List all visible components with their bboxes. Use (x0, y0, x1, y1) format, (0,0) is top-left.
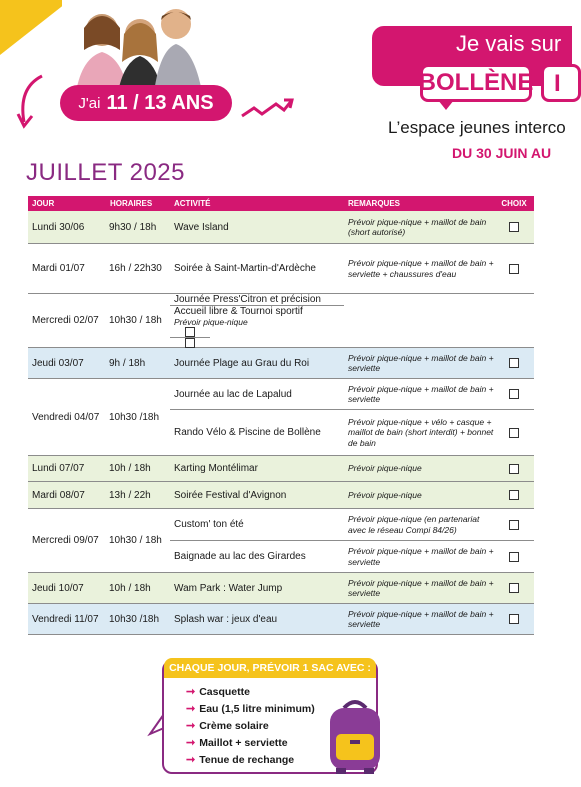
town-badge: BOLLÈNE (420, 64, 532, 102)
table-row (28, 604, 534, 635)
age-prefix: J'ai (78, 94, 101, 112)
row-hours: 9h / 18h (109, 357, 146, 369)
row-hours: 10h30 / 18h (109, 315, 162, 326)
activity-name: Journée au lac de Lapalud (174, 388, 292, 400)
backpack-icon (322, 698, 388, 774)
activity-name: Karting Montélimar (174, 463, 258, 474)
bag-items-list (186, 683, 315, 768)
choice-checkbox[interactable] (185, 338, 195, 348)
bag-item: Maillot + serviette (199, 736, 288, 749)
arrow-right-icon: ➞ (186, 720, 196, 732)
bag-callout-title: CHAQUE JOUR, PRÉVOIR 1 SAC AVEC : (164, 658, 376, 678)
activity-remark: Prévoir pique-nique (en partenariat avec le réseau Compi 84/26) (348, 514, 480, 535)
activity-row (170, 211, 534, 243)
row-hours: 16h / 22h30 (109, 263, 162, 274)
arrow-right-icon: ➞ (186, 754, 196, 766)
activity-remark: Prévoir pique-nique (348, 489, 422, 500)
bag-item: Tenue de rechange (199, 753, 295, 766)
row-hours: 10h30 /18h (109, 613, 160, 625)
activity-row (170, 456, 534, 481)
table-row (28, 211, 534, 244)
table-row (28, 456, 534, 482)
activity-remark: Prévoir pique-nique + maillot de bain + serviette (348, 546, 494, 567)
table-row (28, 348, 534, 379)
schedule-table (28, 196, 534, 635)
table-row (28, 482, 534, 509)
choice-checkbox[interactable] (509, 614, 519, 624)
swirl-arrow-icon (14, 70, 54, 132)
activity-name: Wave Island (174, 221, 229, 233)
activity-row (170, 409, 534, 455)
activity-remark: Prévoir pique-nique + maillot de bain (short autorisé) (348, 216, 487, 237)
activity-name: Accueil libre & Tournoi sportif (170, 305, 344, 317)
subtitle: L’espace jeunes interco (388, 118, 566, 137)
table-row (28, 379, 534, 456)
activity-remark: Prévoir pique-nique + vélo + casque + maillot de bain (short interdit) + bonnet de bain (348, 416, 494, 448)
table-row (28, 244, 534, 294)
list-item (186, 683, 315, 700)
row-hours: 13h / 22h (109, 489, 151, 501)
row-day: Vendredi 11/07 (32, 613, 99, 625)
bag-item: Casquette (199, 685, 250, 698)
activity-name: Wam Park : Water Jump (174, 582, 283, 594)
list-item (186, 734, 315, 751)
activity-row (170, 482, 534, 508)
town-badge-next: I (541, 64, 581, 102)
header-remarks: REMARQUES (348, 199, 401, 208)
activity-name: Custom' ton été (174, 519, 244, 530)
activity-remark: Prévoir pique-nique + maillot de bain + serviette (348, 352, 494, 373)
page-title: Je vais sur (456, 31, 562, 56)
activity-remark: Prévoir pique-nique + maillot de bain + serviette + chaussures d'eau (348, 258, 494, 279)
activity-remark: Prévoir pique-nique (174, 317, 248, 327)
activity-name: Rando Vélo & Piscine de Bollène (174, 427, 321, 438)
arrow-right-icon: ➞ (186, 737, 196, 749)
choice-checkbox[interactable] (509, 389, 519, 399)
table-header (28, 196, 534, 211)
choice-checkbox[interactable] (509, 490, 519, 500)
row-hours: 9h30 / 18h (109, 221, 157, 233)
header-activity: ACTIVITÉ (174, 199, 211, 208)
list-item (186, 717, 315, 734)
choice-checkbox[interactable] (509, 264, 519, 274)
activity-remark: Prévoir pique-nique + maillot de bain + serviette (348, 577, 494, 598)
activity-name: Baignade au lac des Girardes (174, 551, 306, 562)
row-day: Mardi 01/07 (32, 263, 85, 274)
activity-row (170, 379, 534, 409)
month-heading: JUILLET 2025 (26, 159, 185, 186)
row-hours: 10h / 18h (109, 582, 151, 594)
choice-checkbox[interactable] (185, 327, 195, 337)
activity-row (170, 244, 534, 293)
choice-checkbox[interactable] (509, 222, 519, 232)
zigzag-arrow-icon (240, 96, 296, 120)
bag-item: Eau (1,5 litre minimum) (199, 702, 315, 715)
header-choice: CHOIX (501, 199, 527, 208)
header-hours: HORAIRES (110, 199, 153, 208)
activity-row (170, 540, 534, 572)
table-row (28, 573, 534, 604)
town-badge-tail (438, 100, 454, 110)
choice-checkbox[interactable] (509, 552, 519, 562)
activity-name: Journée Press'Citron et précision (174, 294, 321, 305)
row-hours: 10h30 / 18h (109, 535, 162, 546)
choice-checkbox[interactable] (509, 520, 519, 530)
arrow-right-icon: ➞ (186, 703, 196, 715)
choice-checkbox[interactable] (509, 428, 519, 438)
activity-name: Journée Plage au Grau du Roi (174, 357, 310, 369)
table-row (28, 294, 534, 348)
choice-checkbox[interactable] (509, 464, 519, 474)
arrow-right-icon: ➞ (186, 686, 196, 698)
list-item (186, 700, 315, 717)
header-day: JOUR (32, 199, 55, 208)
bag-item: Crème solaire (199, 719, 269, 732)
row-day: Mercredi 02/07 (32, 315, 99, 326)
date-range: DU 30 JUIN AU (452, 145, 552, 161)
age-badge (60, 85, 232, 121)
row-day: Lundi 07/07 (32, 463, 85, 474)
activity-name: Soirée Festival d'Avignon (174, 489, 287, 501)
row-day: Lundi 30/06 (32, 221, 85, 233)
row-day: Mercredi 09/07 (32, 535, 99, 546)
decorative-yellow-corner (0, 0, 70, 55)
row-day: Vendredi 04/07 (32, 411, 100, 423)
activity-remark: Prévoir pique-nique + maillot de bain + serviette (348, 383, 494, 404)
activity-row (170, 573, 534, 603)
age-range: 11 / 13 ANS (106, 91, 214, 114)
activity-row (170, 509, 534, 540)
activity-row (170, 604, 534, 634)
activity-remark: Prévoir pique-nique (348, 463, 422, 474)
row-hours: 10h30 /18h (109, 411, 160, 423)
row-day: Jeudi 03/07 (32, 357, 84, 369)
table-row (28, 509, 534, 573)
choice-checkbox[interactable] (509, 358, 519, 368)
activity-name: Splash war : jeux d'eau (174, 613, 278, 625)
row-day: Mardi 08/07 (32, 489, 85, 501)
activity-name: Soirée à Saint-Martin-d'Ardèche (174, 263, 316, 274)
row-hours: 10h / 18h (109, 463, 151, 474)
teens-photo (62, 0, 212, 92)
list-item (186, 751, 315, 768)
row-day: Jeudi 10/07 (32, 582, 84, 594)
activity-row (170, 348, 534, 378)
choice-checkbox[interactable] (509, 583, 519, 593)
activity-remark: Prévoir pique-nique + maillot de bain + serviette (348, 608, 494, 629)
